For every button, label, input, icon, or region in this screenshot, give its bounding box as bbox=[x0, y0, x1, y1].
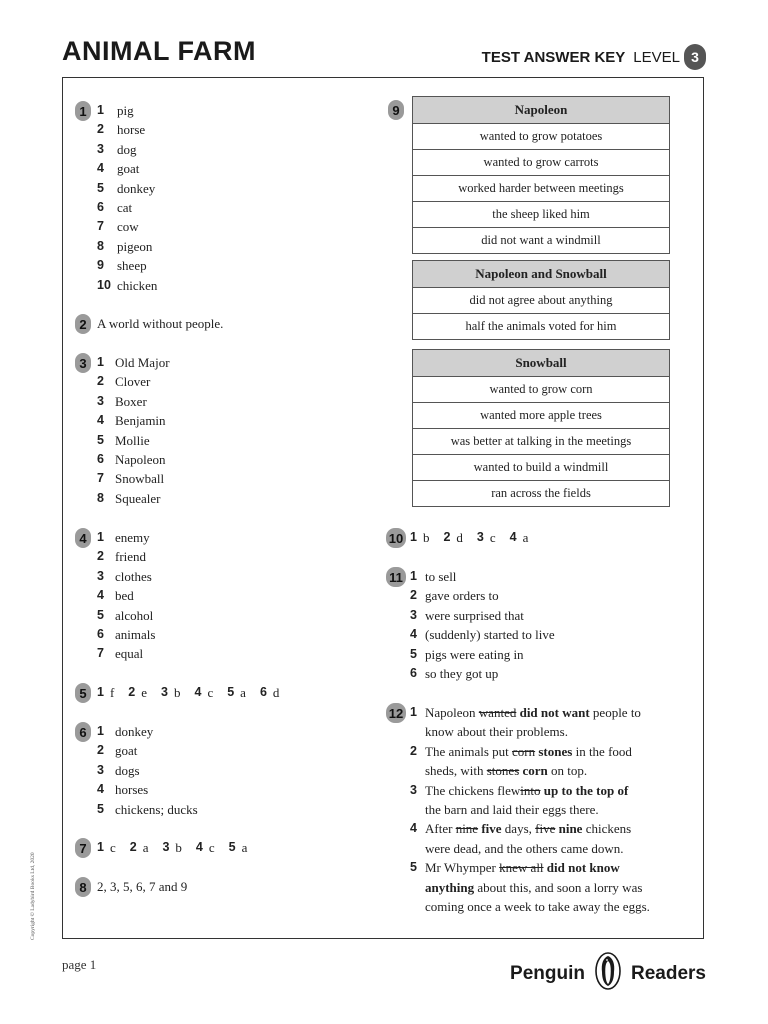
question-number-6: 6 bbox=[75, 722, 91, 742]
table-snowball bbox=[412, 349, 670, 507]
table-heading: Napoleon bbox=[413, 97, 669, 124]
header-meta bbox=[482, 44, 706, 70]
list-item: 1 pig bbox=[97, 103, 134, 118]
table-row: wanted to grow corn bbox=[413, 377, 669, 403]
list-item: 3 dogs bbox=[97, 762, 140, 778]
page-title: ANIMAL FARM bbox=[62, 36, 256, 66]
list-item: 8 Squealer bbox=[97, 490, 161, 506]
answer-pair: 5 a bbox=[228, 840, 248, 855]
list-item: 3 The chickens flewinto up to the top of the barn and laid their eggs there. bbox=[410, 782, 629, 818]
table-row: half the animals voted for him bbox=[465, 319, 617, 333]
list-item: 10 chicken bbox=[97, 277, 158, 293]
list-item: 8 pigeon bbox=[97, 238, 153, 254]
correction-text: anything bbox=[425, 879, 475, 895]
list-item: 4 goat bbox=[97, 161, 140, 177]
table-row: the sheep liked him bbox=[413, 202, 669, 228]
answer-pair: 5 a bbox=[227, 685, 246, 700]
penguin-readers-logo bbox=[510, 952, 706, 996]
list-item: 4 After nine five days, five nine chickens were dead, and the others came down. bbox=[410, 821, 632, 856]
q6-list bbox=[97, 722, 198, 819]
q10-answers bbox=[410, 528, 542, 548]
answer-pair: 6 d bbox=[259, 685, 280, 700]
list-item: 2 friend bbox=[97, 549, 147, 565]
question-number-7: 7 bbox=[75, 838, 91, 858]
q11-list bbox=[410, 567, 555, 683]
answer-pair: 1 b bbox=[410, 530, 430, 545]
list-item: 1 donkey bbox=[97, 724, 154, 739]
q5-answers bbox=[97, 683, 293, 703]
penguin-icon bbox=[595, 952, 621, 996]
answer-pair: 2 d bbox=[443, 530, 463, 545]
list-item: 6 so they got up bbox=[410, 666, 499, 682]
table-row: did not agree about anything bbox=[413, 288, 669, 314]
question-number-1: 1 bbox=[75, 101, 91, 121]
answer-key-label: TEST ANSWER KEY bbox=[481, 48, 626, 66]
list-item: 4 (suddenly) started to live bbox=[410, 627, 555, 643]
table-row: wanted more apple trees bbox=[413, 403, 669, 429]
list-item: 9 sheep bbox=[97, 258, 147, 274]
table-row: was better at talking in the meetings bbox=[413, 429, 669, 455]
struck-text: into bbox=[520, 782, 541, 798]
question-number-8: 8 bbox=[75, 877, 91, 897]
list-item: 2 The animals put corn stones in the food sheds, with stones corn on top. bbox=[410, 743, 632, 779]
table-row: wanted to grow carrots bbox=[413, 150, 669, 176]
list-item: 5 pigs were eating in bbox=[410, 646, 524, 662]
question-number-10: 10 bbox=[386, 528, 406, 548]
list-item: 4 bed bbox=[97, 588, 134, 604]
q12-corrections bbox=[410, 703, 670, 916]
question-number-12: 12 bbox=[386, 703, 406, 723]
struck-text: knew all bbox=[499, 860, 544, 876]
list-item: 5 Mr Whymper knew all did not know anything about this, and soon a lorry was coming once a week to take away the eggs. bbox=[410, 860, 650, 915]
answer-pair: 2 a bbox=[129, 840, 149, 855]
list-item: 3 clothes bbox=[97, 568, 152, 584]
q2-answer: A world without people. bbox=[97, 316, 224, 331]
list-item: 2 gave orders to bbox=[410, 588, 499, 604]
q8-answer: 2, 3, 5, 6, 7 and 9 bbox=[97, 879, 188, 894]
q1-list bbox=[97, 101, 157, 295]
copyright-notice: Copyright © Ladybird Books Ltd, 2020 bbox=[30, 852, 36, 940]
list-item: 1 to sell bbox=[410, 569, 457, 584]
level-badge: 3 bbox=[684, 44, 706, 70]
list-item: 2 goat bbox=[97, 743, 138, 759]
list-item: 1 Napoleon wanted did not want people to know about their problems. bbox=[410, 705, 641, 740]
list-item: 5 donkey bbox=[97, 180, 156, 196]
answer-pair: 1 f bbox=[97, 685, 115, 700]
answer-pair: 4 c bbox=[194, 685, 214, 700]
question-number-4: 4 bbox=[75, 528, 91, 548]
question-number-11: 11 bbox=[386, 567, 406, 587]
list-item: 3 Boxer bbox=[97, 393, 147, 409]
answer-pair: 4 c bbox=[195, 840, 215, 855]
struck-text: stones bbox=[486, 763, 520, 779]
answer-pair: 1 c bbox=[97, 840, 116, 855]
list-item: 1 enemy bbox=[97, 530, 150, 545]
q3-list bbox=[97, 353, 170, 508]
list-item: 5 chickens; ducks bbox=[97, 801, 198, 817]
table-heading: Snowball bbox=[413, 350, 669, 377]
question-number-2: 2 bbox=[75, 314, 91, 334]
list-item: 6 animals bbox=[97, 627, 156, 643]
page-number: page 1 bbox=[62, 957, 97, 972]
list-item: 2 horse bbox=[97, 122, 146, 138]
table-row: did not want a windmill bbox=[481, 233, 601, 247]
correction-text: did not want bbox=[519, 705, 590, 720]
answer-pair: 3 b bbox=[162, 840, 182, 855]
list-item: 5 Mollie bbox=[97, 432, 150, 448]
list-item: 5 alcohol bbox=[97, 607, 154, 623]
table-row: wanted to grow potatoes bbox=[413, 124, 669, 150]
table-row: ran across the fields bbox=[491, 486, 591, 500]
list-item: 6 cat bbox=[97, 200, 133, 216]
correction-text: nine bbox=[558, 821, 583, 837]
answer-pair: 3 c bbox=[476, 530, 496, 545]
struck-text: corn bbox=[512, 743, 536, 759]
struck-text: five bbox=[535, 821, 556, 837]
list-item: 3 were surprised that bbox=[410, 607, 524, 623]
list-item: 7 cow bbox=[97, 219, 139, 235]
table-row: wanted to build a windmill bbox=[413, 455, 669, 481]
level-label: LEVEL bbox=[633, 48, 680, 66]
list-item: 7 equal bbox=[97, 646, 144, 662]
list-item: 1 Old Major bbox=[97, 355, 170, 370]
q4-list bbox=[97, 528, 155, 664]
correction-text: corn bbox=[522, 763, 548, 779]
correction-text: stones bbox=[538, 743, 573, 759]
correction-text: did not know bbox=[546, 860, 620, 876]
table-row: worked harder between meetings bbox=[413, 176, 669, 202]
list-item: 2 Clover bbox=[97, 374, 151, 390]
list-item: 4 horses bbox=[97, 782, 149, 798]
question-number-5: 5 bbox=[75, 683, 91, 703]
correction-text: five bbox=[481, 821, 502, 837]
brand-left: Penguin bbox=[510, 963, 585, 984]
list-item: 3 dog bbox=[97, 141, 137, 157]
list-item: 4 Benjamin bbox=[97, 413, 166, 429]
struck-text: nine bbox=[455, 821, 479, 837]
table-napoleon-and-snowball bbox=[412, 260, 670, 340]
table-napoleon bbox=[412, 96, 670, 254]
question-number-3: 3 bbox=[75, 353, 91, 373]
answer-pair: 2 e bbox=[128, 685, 148, 700]
list-item: 7 Snowball bbox=[97, 471, 165, 487]
table-heading: Napoleon and Snowball bbox=[413, 261, 669, 288]
answer-pair: 4 a bbox=[509, 530, 529, 545]
q7-answers bbox=[97, 838, 261, 858]
correction-text: up to the top of bbox=[543, 782, 629, 798]
struck-text: wanted bbox=[478, 705, 517, 720]
question-number-9: 9 bbox=[388, 100, 404, 120]
brand-right: Readers bbox=[631, 963, 706, 984]
answer-pair: 3 b bbox=[161, 685, 181, 700]
list-item: 6 Napoleon bbox=[97, 452, 166, 468]
